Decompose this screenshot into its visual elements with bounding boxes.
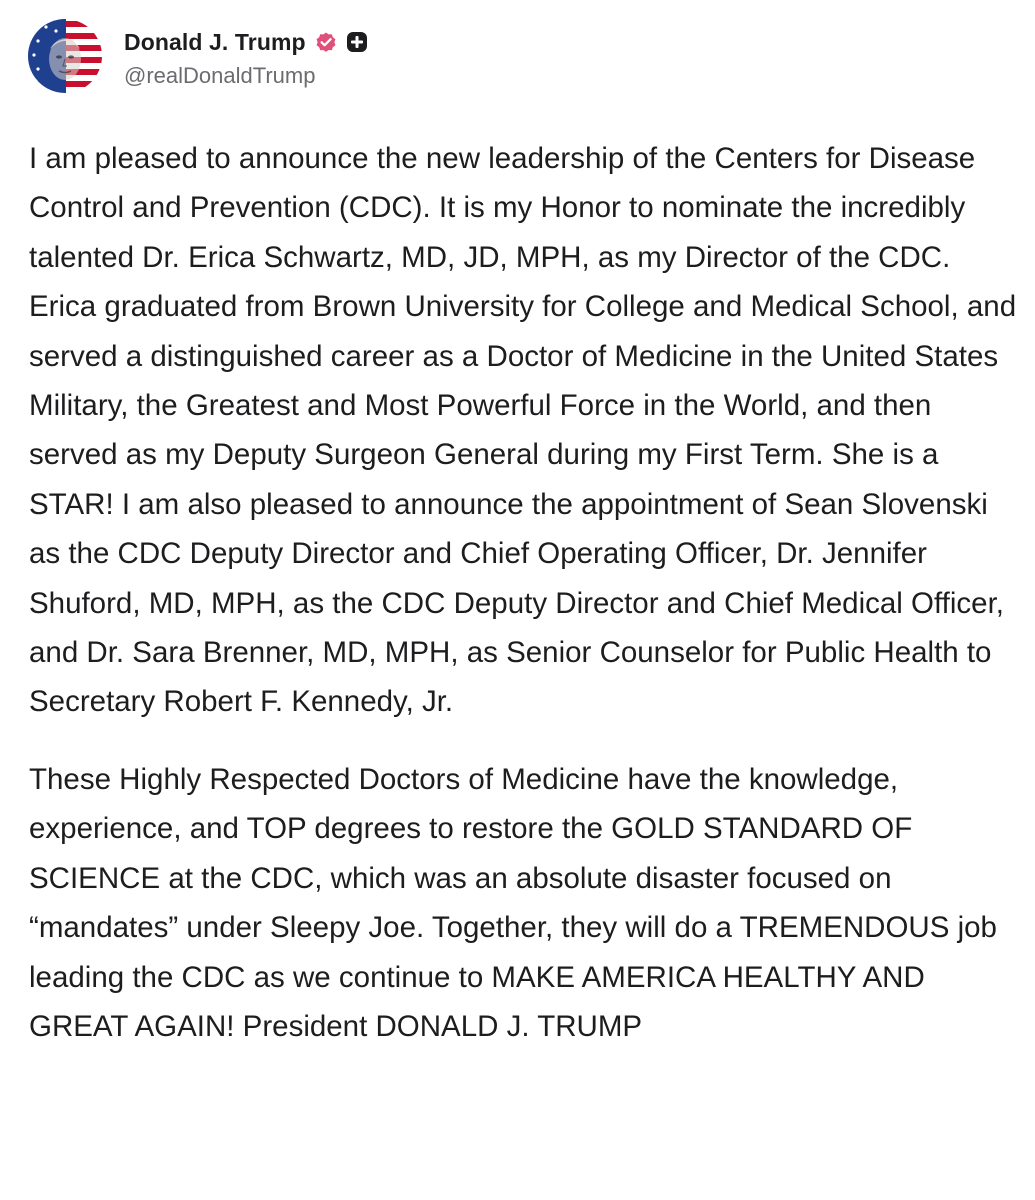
author-identity bbox=[124, 23, 368, 89]
post-header bbox=[28, 18, 368, 94]
name-row bbox=[124, 23, 368, 61]
avatar[interactable] bbox=[28, 19, 102, 93]
verified-badge-icon bbox=[314, 30, 338, 54]
post-body bbox=[29, 134, 1019, 1051]
plus-badge-icon bbox=[346, 31, 368, 53]
american-flag-portrait-icon bbox=[28, 19, 102, 93]
post-paragraph-2: These Highly Respected Doctors of Medicine have the knowledge, experience, and TOP degrees to restore the GOLD STANDARD OF SCIENCE at the CDC, which was an absolute disaster focused on “mandates” under Sleepy Joe. Together, they will do a TREMENDOUS job leading the CDC as we continue to MAKE AMERICA HEALTHY AND GREAT AGAIN! President DONALD J. TRUMP bbox=[29, 762, 997, 1043]
display-name[interactable]: Donald J. Trump bbox=[124, 28, 306, 55]
handle[interactable]: @realDonaldTrump bbox=[124, 63, 316, 88]
post-paragraph-1: I am pleased to announce the new leadership of the Centers for Disease Control and Prevention (CDC). It is my Honor to nominate the incredibly talented Dr. Erica Schwartz, MD, JD, MPH, as my Director of the CDC. Erica graduated from Brown University for College and Medical School, and served a distinguished career as a Doctor of Medicine in the United States Military, the Greatest and Most Powerful Force in the World, and then served as my Deputy Surgeon General during my First Term. She is a STAR! I am also pleased to announce the appointment of Sean Slovenski as the CDC Deputy Director and Chief Operating Officer, Dr. Jennifer Shuford, MD, MPH, as the CDC Deputy Director and Chief Medical Officer, and Dr. Sara Brenner, MD, MPH, as Senior Counselor for Public Health to Secretary Robert F. Kennedy, Jr. bbox=[29, 142, 1017, 719]
